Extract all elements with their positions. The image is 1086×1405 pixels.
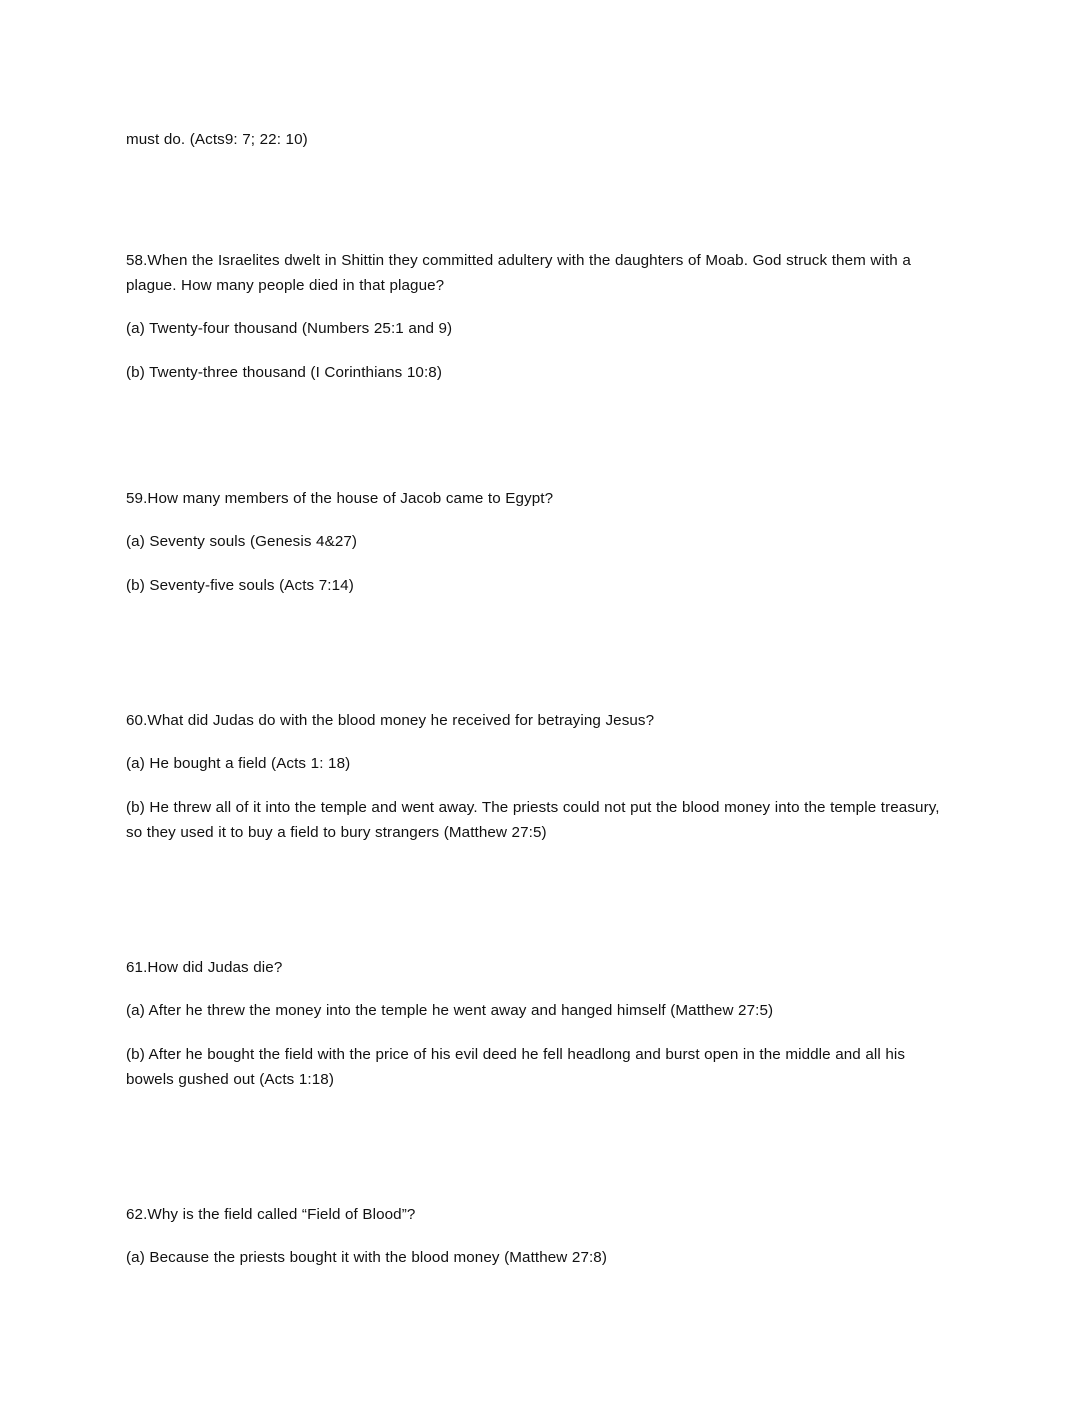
question-59-option-a: (a) Seventy souls (Genesis 4&27) [126, 533, 358, 550]
question-58-option-b: (b) Twenty-three thousand (I Corinthians 10:8) [126, 364, 442, 381]
question-60-prompt: 60.What did Judas do with the blood money he received for betraying Jesus? [126, 712, 655, 729]
question-60-option-a: (a) He bought a field (Acts 1: 18) [126, 755, 351, 772]
question-61-option-a: (a) After he threw the money into the temple he went away and hanged himself (Matthew 27:5) [126, 1002, 774, 1019]
question-60-option-b: (b) He threw all of it into the temple and went away. The priests could not put the blood money into the temple treasury, so they used it to buy a field to bury strangers (Matthew 27:5) [126, 799, 940, 841]
question-58-option-a: (a) Twenty-four thousand (Numbers 25:1 and 9) [126, 320, 453, 337]
question-58-prompt: 58.When the Israelites dwelt in Shittin they committed adultery with the daughters of Moab. God struck them with a plague. How many people died in that plague? [126, 252, 911, 294]
question-59-prompt: 59.How many members of the house of Jacob came to Egypt? [126, 490, 554, 507]
question-62-option-a: (a) Because the priests bought it with the blood money (Matthew 27:8) [126, 1249, 608, 1266]
question-62-prompt: 62.Why is the field called “Field of Blood”? [126, 1206, 416, 1223]
continuation-line: must do. (Acts9: 7; 22: 10) [126, 131, 308, 148]
document-text-column [126, 0, 950, 1270]
question-61-option-b: (b) After he bought the field with the price of his evil deed he fell headlong and burst open in the middle and all his bowels gushed out (Acts 1:18) [126, 1046, 906, 1088]
question-61-prompt: 61.How did Judas die? [126, 959, 283, 976]
question-59-option-b: (b) Seventy-five souls (Acts 7:14) [126, 577, 354, 594]
